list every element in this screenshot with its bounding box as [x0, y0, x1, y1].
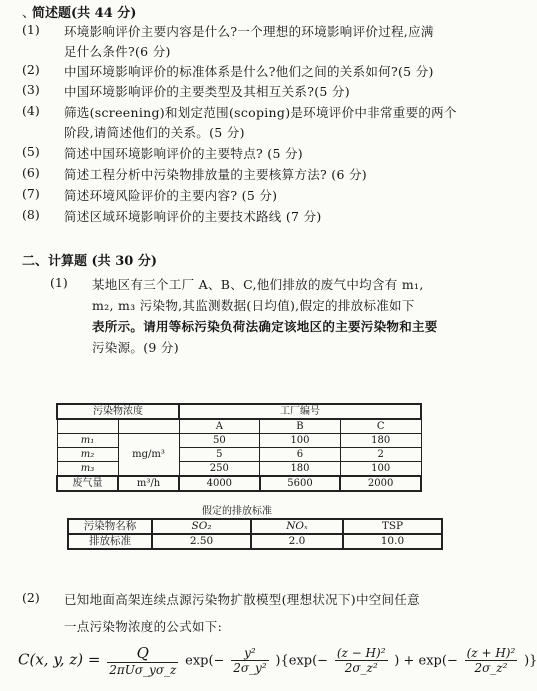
table1-cell: 180	[260, 462, 341, 477]
table1-row-m1: m₁	[57, 434, 118, 448]
formula-frac4-den: 2σ_z²	[474, 661, 508, 675]
table2-caption: 假定的排放标准	[202, 506, 272, 517]
calc-q2-line1: 已知地面高架连续点源污染物扩散模型(理想状况下)中空间任意	[64, 592, 420, 607]
table1-cell: 4000	[179, 476, 260, 491]
q2-number: (2)	[22, 62, 40, 77]
calc-q2-line2: 一点污染物浓度的公式如下:	[64, 619, 223, 634]
q2-line1: 中国环境影响评价的标准体系是什么?他们之间的关系如何?(5 分)	[64, 64, 434, 79]
q1-line1: 环境影响评价主要内容是什么?一个理想的环境影响评价过程,应满	[64, 24, 434, 39]
formula-frac2-num: y²	[231, 646, 268, 661]
calc-q1-line4: 污染源。(9 分)	[92, 340, 179, 355]
table1-gas-label: 废气量	[57, 476, 118, 491]
formula-lhs: C(x, y, z) =	[18, 650, 101, 669]
q1-number: (1)	[22, 22, 40, 37]
q5-number: (5)	[22, 144, 40, 159]
q6-number: (6)	[22, 165, 40, 180]
table2-row-label: 排放标准	[68, 534, 152, 549]
formula-frac2	[231, 646, 268, 675]
table1-row-m3: m₃	[57, 462, 118, 477]
q5-line1: 简述中国环境影响评价的主要特点? (5 分)	[64, 146, 303, 161]
table1-empty-cell	[118, 419, 179, 434]
table1-header-right: 工厂编号	[179, 404, 421, 419]
table2-cell: 2.0	[251, 534, 343, 549]
calc-q1-line1: 某地区有三个工厂 A、B、C,他们排放的废气中均含有 m₁,	[92, 277, 424, 292]
calc-q1-number: (1)	[50, 275, 68, 290]
formula-frac3-num: (z − H)²	[336, 646, 386, 660]
q4-number: (4)	[22, 103, 40, 118]
formula-frac4	[465, 646, 518, 675]
formula-frac4-num: (z + H)²	[466, 646, 516, 660]
q6-line1: 简述工程分析中污染物排放量的主要核算方法? (6 分)	[64, 167, 367, 182]
table2-header-tsp: TSP	[343, 519, 442, 534]
q3-line1: 中国环境影响评价的主要类型及其相互关系?(5 分)	[64, 84, 350, 99]
q4-line1: 筛选(screening)和划定范围(scoping)是环境评价中非常重要的两个	[64, 105, 457, 120]
standard-table	[67, 518, 443, 550]
table1-cell: 2	[340, 448, 421, 462]
formula-frac3-den: 2σ_z²	[344, 661, 378, 675]
concentration-table	[56, 403, 422, 492]
table1-header-left: 污染物浓度	[57, 404, 179, 419]
table2-cell: 10.0	[343, 534, 442, 549]
calc-q1-line2: m₂, m₃ 污染物,其监测数据(日均值),假定的排放标准如下	[92, 298, 415, 313]
q7-line1: 简述环境风险评价的主要内容? (5 分)	[64, 188, 278, 203]
q7-number: (7)	[22, 186, 40, 201]
table1-cell: 5	[179, 448, 260, 462]
q1-line2: 足什么条件?(6 分)	[64, 44, 171, 59]
calc-q2-number: (2)	[22, 590, 40, 605]
section2-title: 二、计算题 (共 30 分)	[22, 254, 157, 269]
q8-number: (8)	[22, 207, 40, 222]
table1-row-m2: m₂	[57, 448, 118, 462]
formula-frac1-den: 2πUσ_yσ_z	[109, 663, 177, 677]
table1-cell: 5600	[260, 476, 341, 491]
table1-cell: 6	[260, 448, 341, 462]
formula-frac1	[107, 644, 178, 677]
table1-cell: 2000	[340, 476, 421, 491]
q3-number: (3)	[22, 82, 40, 97]
table2-cell: 2.50	[152, 534, 251, 549]
formula-exp1: exp(−	[185, 653, 225, 669]
formula-plus: ) + exp(−	[394, 653, 458, 669]
table2-header-name: 污染物名称	[68, 519, 152, 534]
formula-frac2-den: 2σ_y²	[233, 661, 267, 675]
table1-cell: 100	[260, 434, 341, 448]
formula-end: )}	[524, 653, 537, 669]
table2-header-so2: SO₂	[152, 519, 251, 534]
q8-line1: 简述区域环境影响评价的主要技术路线 (7 分)	[64, 209, 322, 224]
table1-factory-b: B	[260, 419, 341, 434]
q4-line2: 阶段,请简述他们的关系。(5 分)	[64, 125, 245, 140]
formula-frac1-num: Q	[107, 644, 178, 663]
formula-frac3	[335, 646, 388, 675]
table1-gas-unit: m³/h	[118, 476, 179, 491]
calc-q1-line3: 表所示。请用等标污染负荷法确定该地区的主要污染物和主要	[92, 319, 438, 334]
table1-cell: 100	[340, 462, 421, 477]
section1-marker: 、	[22, 6, 36, 21]
table1-unit: mg/m³	[118, 434, 179, 477]
table2-header-nox: NOₓ	[251, 519, 343, 534]
table1-cell: 250	[179, 462, 260, 477]
table1-factory-a: A	[179, 419, 260, 434]
table1-cell: 50	[179, 434, 260, 448]
formula-mid: ){exp(−	[275, 653, 329, 669]
table1-cell: 180	[340, 434, 421, 448]
table1-factory-c: C	[340, 419, 421, 434]
dispersion-formula	[18, 644, 537, 677]
section1-title: 简述题(共 44 分)	[32, 6, 137, 21]
table1-empty-cell	[57, 419, 118, 434]
